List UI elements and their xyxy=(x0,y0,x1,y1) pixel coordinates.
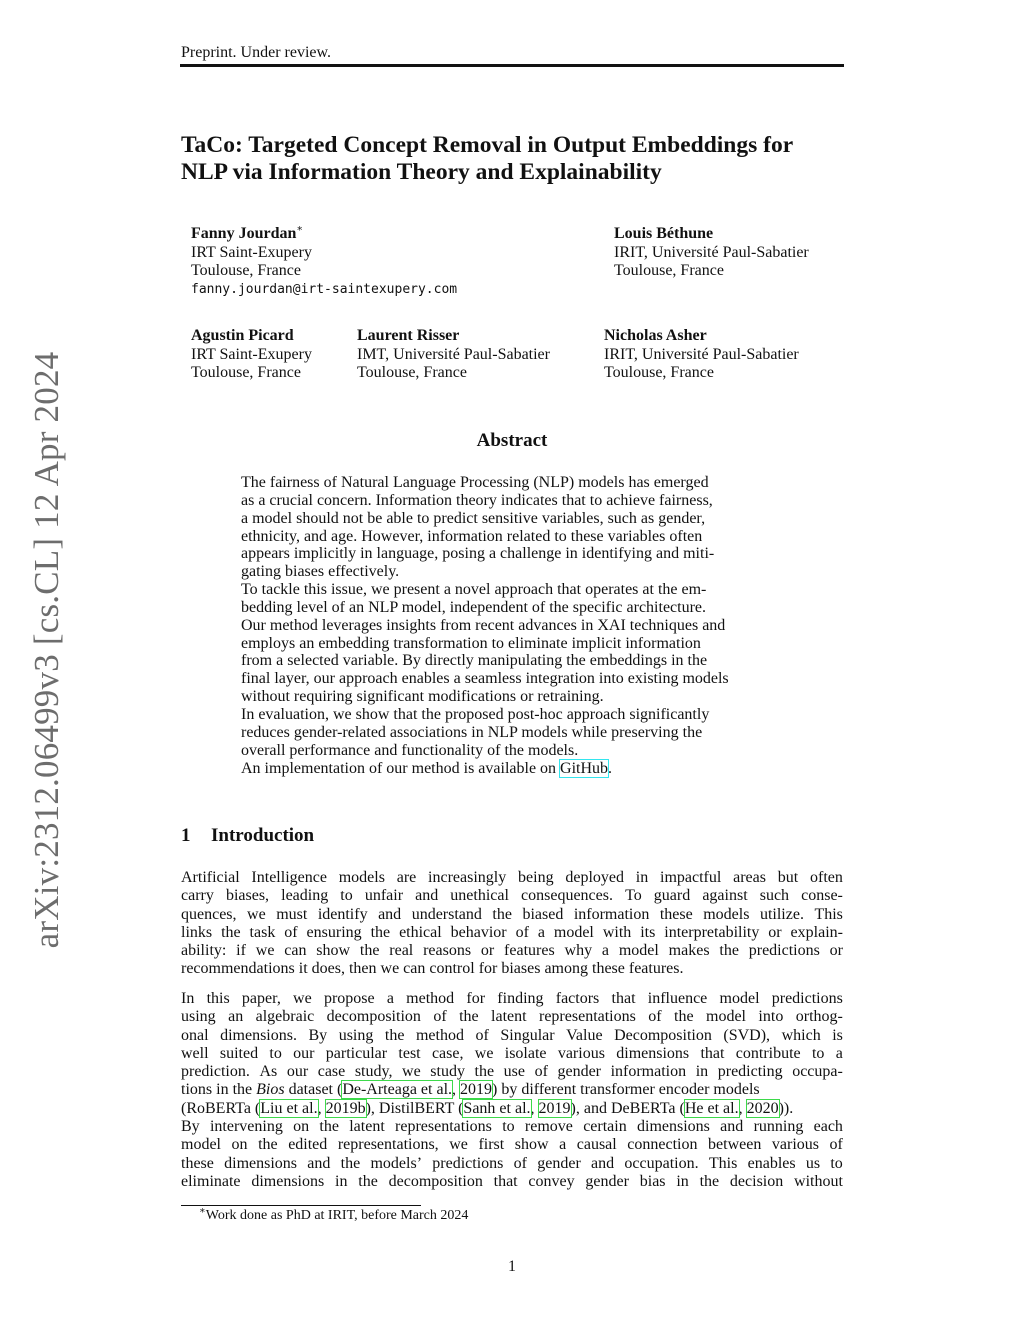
author-block-asher xyxy=(604,327,799,383)
dataset-name: Bios xyxy=(256,1081,285,1099)
body-line: By intervening on the latent representations to remove certain dimensions and running each xyxy=(181,1118,843,1136)
author-block-bethune xyxy=(614,225,809,281)
body-line: recommendations it does, then we can control for biases among these features. xyxy=(181,960,684,978)
body-line: Artificial Intelligence models are increasingly being deployed in impactful areas but often xyxy=(181,869,843,886)
body-text: ), and DeBERTa ( xyxy=(570,1099,685,1117)
footnote-marker: ∗ xyxy=(296,223,304,235)
abstract-line: appears implicitly in language, posing a challenge in identifying and miti- xyxy=(241,545,715,563)
footnote-text: Work done as PhD at IRIT, before March 2024 xyxy=(205,1208,469,1223)
footnote-rule xyxy=(181,1205,421,1206)
body-line: eliminate dimensions in the decomposition that convey gender bias in the decision without xyxy=(181,1172,843,1190)
abstract-line: without requiring significant modifications or retraining. xyxy=(241,688,604,706)
author-location: Toulouse, France xyxy=(191,262,301,279)
citation-link[interactable]: Sanh et al. xyxy=(463,1099,531,1117)
abstract-line: a model should not be able to predict sensitive variables, such as gender, xyxy=(241,509,706,527)
abstract-line: as a crucial concern. Information theory indicates that to achieve fairness, xyxy=(241,491,713,509)
intro-paragraph-2 xyxy=(181,990,843,1191)
author-name: Fanny Jourdan xyxy=(191,225,297,242)
section-heading xyxy=(181,825,314,847)
citation-year-link[interactable]: 2020 xyxy=(746,1099,779,1117)
abstract-line: final layer, our approach enables a seamless integration into existing models xyxy=(241,670,729,688)
body-line-citations xyxy=(181,1081,843,1099)
title-line-1: TaCo: Targeted Concept Removal in Output Embeddings for xyxy=(181,132,794,158)
body-text: (RoBERTa ( xyxy=(181,1099,261,1117)
author-block-risser xyxy=(357,327,550,383)
body-line: model on the edited representations, we first show a causal connection between various of xyxy=(181,1136,843,1154)
abstract-line-end: . xyxy=(608,759,613,777)
author-name: Agustin Picard xyxy=(191,327,294,344)
body-line: ability: if we can show the real reasons or features why a model makes the predictions or xyxy=(181,942,843,960)
body-line-citations xyxy=(181,1100,843,1118)
author-affiliation: IRIT, Université Paul-Sabatier xyxy=(604,345,799,363)
author-affiliation: IRIT, Université Paul-Sabatier xyxy=(614,243,809,261)
running-header: Preprint. Under review. xyxy=(181,44,332,61)
body-text: )). xyxy=(778,1099,794,1117)
body-text: , xyxy=(317,1099,326,1117)
abstract-heading: Abstract xyxy=(476,430,548,451)
footnote-marker: ∗ xyxy=(199,1205,206,1217)
body-text: dataset ( xyxy=(284,1081,343,1099)
body-line: In this paper, we propose a method for finding factors that influence model predictions xyxy=(181,990,843,1007)
section-number: 1 xyxy=(181,825,191,846)
body-line: quences, we must identify and understand the biased information these models utilize. This xyxy=(181,905,843,923)
header-rule xyxy=(180,64,844,67)
title-line-2: NLP via Information Theory and Explainability xyxy=(181,159,662,185)
body-line: well suited to our particular test case, we isolate various dimensions that contribute to a xyxy=(181,1044,843,1062)
body-text: tions in the xyxy=(181,1081,257,1099)
author-affiliation: IRT Saint-Exupery xyxy=(191,345,312,363)
abstract-line: from a selected variable. By directly manipulating the embeddings in the xyxy=(241,652,708,670)
body-text: ), DistilBERT ( xyxy=(365,1099,464,1117)
abstract-line: bedding level of an NLP model, independent of the specific architecture. xyxy=(241,598,707,616)
body-text: , xyxy=(452,1081,461,1099)
abstract-line: gating biases effectively. xyxy=(241,563,400,581)
body-line: using an algebraic decomposition of the latent representations of the model into orthog- xyxy=(181,1008,843,1026)
author-name: Laurent Risser xyxy=(357,327,460,344)
abstract-line: To tackle this issue, we present a novel approach that operates at the em- xyxy=(241,581,707,599)
author-block-picard xyxy=(191,327,312,383)
author-email[interactable]: fanny.jourdan@irt-saintexupery.com xyxy=(191,281,458,297)
body-line: prediction. As our case study, we study the use of gender information in predicting occupa- xyxy=(181,1063,843,1081)
github-link[interactable]: GitHub xyxy=(560,759,609,777)
author-affiliation: IMT, Université Paul-Sabatier xyxy=(357,345,550,363)
author-location: Toulouse, France xyxy=(604,364,714,381)
abstract-last-line xyxy=(241,760,787,778)
abstract-line: employs an embedding transformation to eliminate implicit information xyxy=(241,634,701,652)
author-affiliation: IRT Saint-Exupery xyxy=(191,243,312,261)
abstract-line: ethnicity, and age. However, information related to these variables often xyxy=(241,527,703,545)
author-location: Toulouse, France xyxy=(357,364,467,381)
section-title: Introduction xyxy=(211,825,315,846)
author-location: Toulouse, France xyxy=(191,364,301,381)
abstract-line-text: An implementation of our method is available on xyxy=(241,759,561,777)
abstract-line: Our method leverages insights from recent advances in XAI techniques and xyxy=(241,616,726,634)
author-name: Louis Béthune xyxy=(614,225,714,242)
abstract-body xyxy=(241,474,787,777)
citation-link[interactable]: Liu et al. xyxy=(260,1099,318,1117)
author-block-jourdan xyxy=(191,225,457,299)
body-line: onal dimensions. By using the method of Singular Value Decomposition (SVD), which is xyxy=(181,1026,843,1044)
abstract-line: The fairness of Natural Language Processing (NLP) models has emerged xyxy=(241,474,709,491)
abstract-line: In evaluation, we show that the proposed post-hoc approach significantly xyxy=(241,705,710,723)
paper-title xyxy=(181,132,861,186)
arxiv-stamp: arXiv:2312.06499v3 [cs.CL] 12 Apr 2024 xyxy=(27,351,66,949)
citation-year-link[interactable]: 2019 xyxy=(538,1099,571,1117)
citation-link[interactable]: He et al. xyxy=(684,1099,739,1117)
abstract-line: reduces gender-related associations in NLP models while preserving the xyxy=(241,723,703,741)
body-line: links the task of ensuring the ethical behavior of a model with its interpretability or explain- xyxy=(181,923,843,941)
citation-link[interactable]: De-Arteaga et al. xyxy=(342,1081,453,1099)
citation-year-link[interactable]: 2019 xyxy=(460,1081,493,1099)
abstract-line: overall performance and functionality of the models. xyxy=(241,741,579,759)
body-line: carry biases, leading to unfair and unethical consequences. To guard against such conse- xyxy=(181,887,843,905)
page-number: 1 xyxy=(508,1258,516,1275)
author-location: Toulouse, France xyxy=(614,262,724,279)
author-name: Nicholas Asher xyxy=(604,327,707,344)
citation-year-link[interactable]: 2019b xyxy=(325,1099,366,1117)
footnote xyxy=(199,1205,469,1224)
body-text: , xyxy=(738,1099,747,1117)
body-text: ) by different transformer encoder models xyxy=(492,1081,760,1099)
body-text: , xyxy=(530,1099,539,1117)
body-line: these dimensions and the models’ predictions of gender and occupation. This enables us to xyxy=(181,1154,843,1172)
intro-paragraph-1 xyxy=(181,869,843,979)
